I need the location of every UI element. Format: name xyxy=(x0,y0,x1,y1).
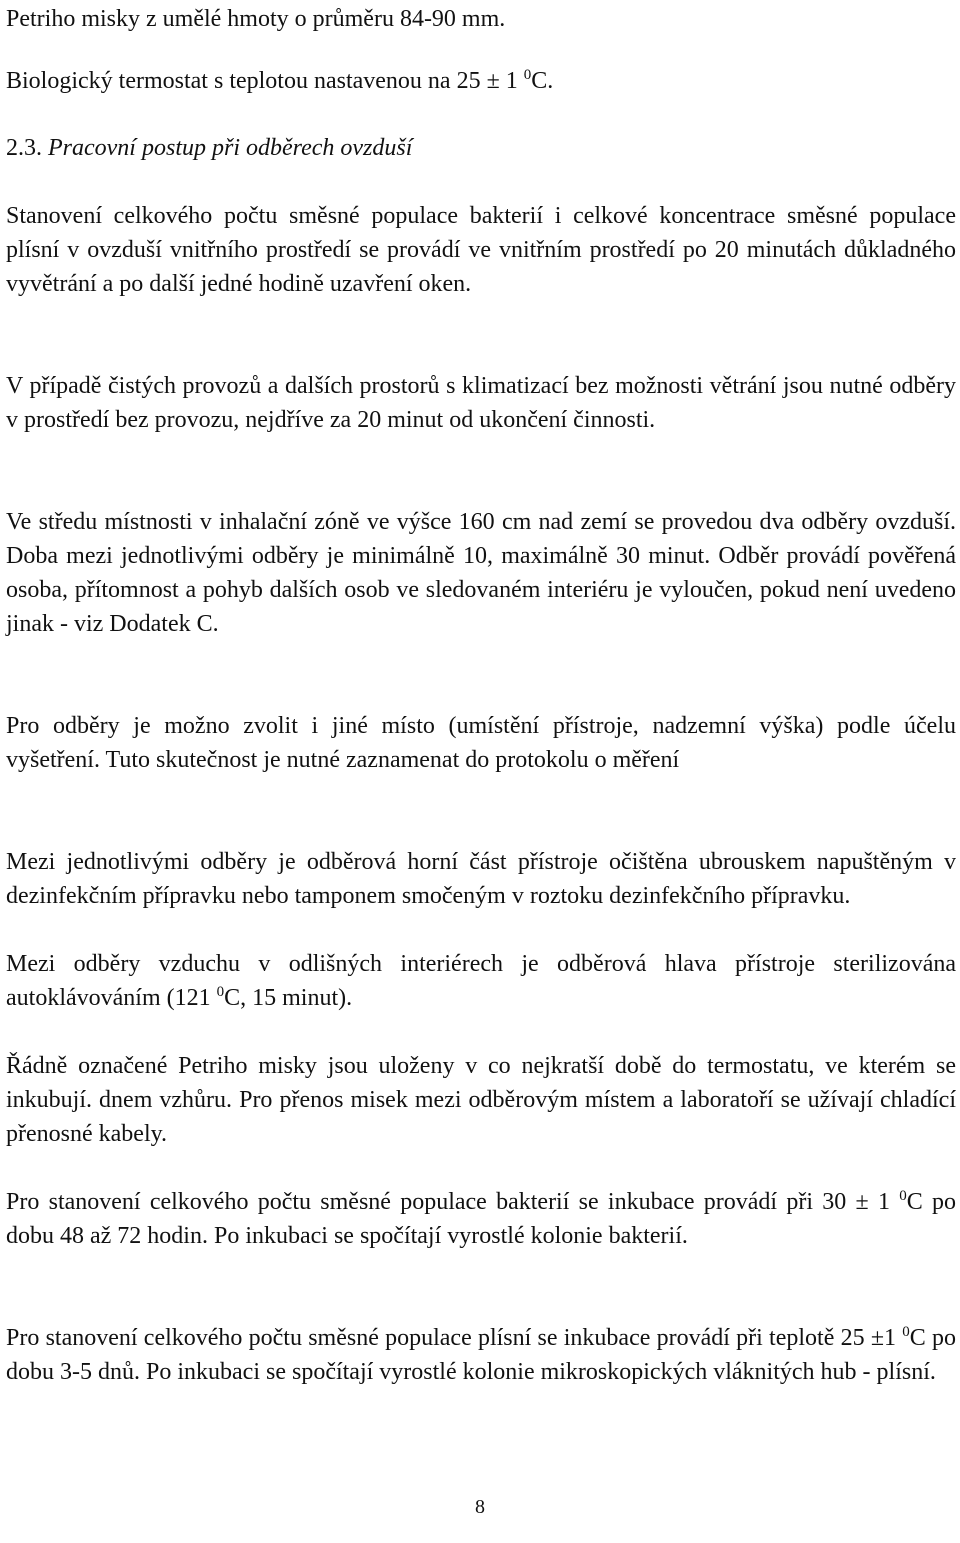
page-number: 8 xyxy=(475,1496,485,1518)
thermostat-superscript: 0 xyxy=(523,67,532,83)
paragraph-3: Ve středu místnosti v inhalační zóně ve výšce 160 cm nad zemí se provedou dva odběry ovzduší. Doba mezi jednotlivými odběry je minimálně 10, maximálně 30 minut. Odběr provádí pověřená osoba, přítomnost a pohyb dalších osob ve sledovaném interiéru je vyloučen, pokud není uvedeno jinak - viz Dodatek C. xyxy=(6,509,956,637)
paragraph-8-text: Pro stanovení celkového počtu směsné populace bakterií se inkubace provádí při 30 ± 1 xyxy=(6,1189,900,1215)
paragraph-6 xyxy=(6,947,956,1015)
paragraph-9 xyxy=(6,1321,956,1389)
section-title: Pracovní postup při odběrech ovzduší xyxy=(42,135,413,161)
paragraph-2: V případě čistých provozů a dalších prostorů s klimatizací bez možnosti větrání jsou nutné odběry v prostředí bez provozu, nejdříve za 20 minut od ukončení činnosti. xyxy=(6,373,956,433)
paragraph-9-tail: C po dobu 3-5 dnů. Po inkubaci se spočítají vyrostlé kolonie mikroskopických vláknitých hub - plísní. xyxy=(6,1325,956,1385)
thermostat-text: Biologický termostat s teplotou nastavenou na 25 ± 1 xyxy=(6,68,524,94)
paragraph-9-superscript: 0 xyxy=(902,1324,910,1340)
paragraph-5: Mezi jednotlivými odběry je odběrová horní část přístroje očištěna ubrouskem napuštěným v dezinfekčním přípravku nebo tamponem smočeným v roztoku dezinfekčního přípravku. xyxy=(6,849,956,909)
petri-dish-line: Petriho misky z umělé hmoty o průměru 84-90 mm. xyxy=(6,6,506,32)
paragraph-6-superscript: 0 xyxy=(216,984,225,1000)
section-heading xyxy=(6,131,412,165)
paragraph-1: Stanovení celkového počtu směsné populace bakterií i celkové koncentrace směsné populace plísní v ovzduší vnitřního prostředí se provádí ve vnitřním prostředí po 20 minutách důkladného vyvětrání a po další jedné hodině uzavření oken. xyxy=(6,203,956,297)
paragraph-4: Pro odběry je možno zvolit i jiné místo (umístění přístroje, nadzemní výška) podle účelu vyšetření. Tuto skutečnost je nutné zaznamenat do protokolu o měření xyxy=(6,713,956,773)
paragraph-8 xyxy=(6,1185,956,1253)
thermostat-line xyxy=(6,64,553,98)
paragraph-6-tail: C, 15 minut). xyxy=(224,985,353,1011)
paragraph-8-tail: C po dobu 48 až 72 hodin. Po inkubaci se spočítají vyrostlé kolonie bakterií. xyxy=(6,1189,957,1249)
paragraph-6-text: Mezi odběry vzduchu v odlišných interiérech je odběrová hlava přístroje sterilizována autoklávováním (121 xyxy=(6,951,956,1011)
paragraph-9-text: Pro stanovení celkového počtu směsné populace plísní se inkubace provádí při teplotě 25 ±1 xyxy=(6,1325,903,1351)
paragraph-7: Řádně označené Petriho misky jsou uloženy v co nejkratší době do termostatu, ve kterém se inkubují. dnem vzhůru. Pro přenos misek mezi odběrovým místem a laboratoří se užívají chladící přenosné kabely. xyxy=(6,1053,956,1147)
paragraph-8-superscript: 0 xyxy=(899,1188,907,1204)
thermostat-unit: C. xyxy=(531,68,554,94)
section-number: 2.3. xyxy=(6,135,42,161)
